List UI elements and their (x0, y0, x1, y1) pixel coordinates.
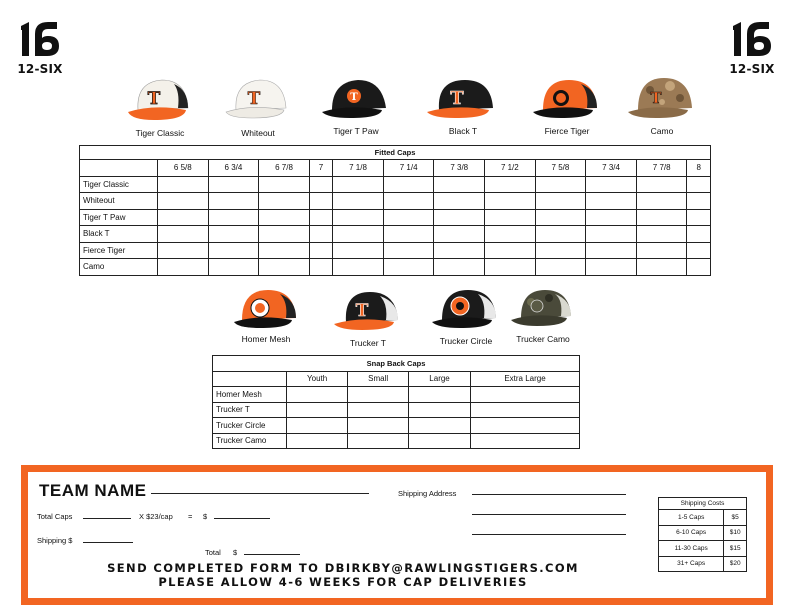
quantity-cell[interactable] (383, 259, 434, 276)
size-header: Large (409, 371, 471, 387)
row-label: Trucker Camo (213, 433, 287, 449)
svg-text:T: T (650, 89, 662, 107)
equals-label: = (188, 512, 193, 521)
shipping-address-field-1[interactable] (472, 494, 626, 495)
currency-label: $ (203, 512, 208, 521)
quantity-cell[interactable] (636, 193, 687, 210)
row-label: Black T (80, 226, 158, 243)
quantity-cell[interactable] (383, 209, 434, 226)
table-row (80, 176, 711, 193)
cap-tiger-classic (124, 74, 196, 138)
team-name-field[interactable] (151, 493, 369, 494)
fierce-tiger-cap-icon (531, 74, 603, 124)
quantity-cell[interactable] (333, 226, 384, 243)
table-row (659, 556, 747, 572)
table-row (659, 510, 747, 526)
trucker-camo-cap-icon (509, 284, 577, 332)
quantity-cell[interactable] (409, 402, 471, 418)
quantity-cell[interactable] (687, 176, 711, 193)
shipping-label: Shipping $ (37, 536, 73, 545)
quantity-cell[interactable] (434, 259, 485, 276)
quantity-cell[interactable] (383, 242, 434, 259)
quantity-cell[interactable] (586, 176, 637, 193)
table-row (80, 209, 711, 226)
shipping-cost: $10 (724, 525, 747, 541)
brand-logo-left (16, 20, 64, 76)
size-header: 7 1/4 (383, 160, 434, 177)
quantity-cell[interactable] (470, 433, 579, 449)
trucker-circle-cap-icon (430, 284, 502, 334)
quantity-cell[interactable] (158, 193, 209, 210)
quantity-cell[interactable] (485, 242, 536, 259)
quantity-cell[interactable] (586, 242, 637, 259)
logo-numeral-icon (731, 20, 773, 58)
size-header: 7 3/8 (434, 160, 485, 177)
table-row (659, 525, 747, 541)
quantity-cell[interactable] (636, 242, 687, 259)
total-field[interactable] (244, 554, 300, 555)
brand-logo-right (728, 20, 776, 76)
size-header: Extra Large (470, 371, 579, 387)
shipping-range: 11-30 Caps (659, 541, 724, 557)
price-per-cap-label: X $23/cap (139, 512, 173, 521)
quantity-cell[interactable] (309, 176, 332, 193)
cap-trucker-circle (428, 284, 504, 346)
row-label: Trucker Circle (213, 418, 287, 434)
svg-text:T: T (355, 301, 369, 321)
quantity-cell[interactable] (470, 402, 579, 418)
row-label: Tiger Classic (80, 176, 158, 193)
quantity-cell[interactable] (470, 387, 579, 403)
size-header: Small (348, 371, 409, 387)
table-row (80, 226, 711, 243)
size-header-row (80, 160, 711, 177)
cap-label: Homer Mesh (241, 334, 291, 344)
cap-trucker-camo (506, 284, 580, 344)
row-label: Fierce Tiger (80, 242, 158, 259)
size-header-row (213, 371, 580, 387)
quantity-cell[interactable] (287, 387, 348, 403)
size-header: 7 5/8 (535, 160, 586, 177)
quantity-cell[interactable] (333, 209, 384, 226)
cap-label: Trucker T (350, 338, 386, 348)
cap-label: Fierce Tiger (544, 126, 590, 136)
quantity-cell[interactable] (470, 418, 579, 434)
shipping-range: 31+ Caps (659, 556, 724, 572)
cap-black-t (425, 74, 501, 136)
quantity-cell[interactable] (309, 193, 332, 210)
shipping-cost: $15 (724, 541, 747, 557)
cap-label: Trucker Circle (439, 336, 493, 346)
quantity-cell[interactable] (208, 242, 259, 259)
quantity-cell[interactable] (586, 193, 637, 210)
tiger-t-paw-cap-icon (320, 74, 392, 124)
quantity-cell[interactable] (333, 259, 384, 276)
quantity-cell[interactable] (348, 402, 409, 418)
table-title: Fitted Caps (80, 146, 711, 160)
table-row (213, 418, 580, 434)
quantity-cell[interactable] (636, 176, 687, 193)
size-header: Youth (287, 371, 348, 387)
shipping-address-label: Shipping Address (398, 489, 457, 498)
quantity-cell[interactable] (348, 418, 409, 434)
size-header: 7 1/2 (485, 160, 536, 177)
quantity-cell[interactable] (485, 209, 536, 226)
logo-numeral-icon (19, 20, 61, 58)
cap-label: Black T (448, 126, 478, 136)
table-row (80, 193, 711, 210)
table-row (213, 433, 580, 449)
caps-subtotal-field[interactable] (214, 518, 270, 519)
quantity-cell[interactable] (485, 226, 536, 243)
quantity-cell[interactable] (208, 259, 259, 276)
delivery-notice: PLEASE ALLOW 4-6 WEEKS FOR CAP DELIVERIES (158, 575, 528, 589)
order-form (21, 465, 773, 605)
quantity-cell[interactable] (687, 259, 711, 276)
shipping-cost: $5 (724, 510, 747, 526)
black-t-cap-icon (425, 74, 501, 124)
quantity-cell[interactable] (434, 193, 485, 210)
quantity-cell[interactable] (409, 433, 471, 449)
table-row (213, 402, 580, 418)
quantity-cell[interactable] (535, 259, 586, 276)
quantity-cell[interactable] (535, 193, 586, 210)
quantity-cell[interactable] (309, 226, 332, 243)
quantity-cell[interactable] (309, 259, 332, 276)
cap-label: Tiger Classic (135, 128, 185, 138)
shipping-address-field-2[interactable] (472, 514, 626, 515)
quantity-cell[interactable] (535, 209, 586, 226)
quantity-cell[interactable] (434, 176, 485, 193)
quantity-cell[interactable] (259, 226, 310, 243)
trucker-t-cap-icon (332, 286, 404, 336)
quantity-cell[interactable] (158, 176, 209, 193)
size-header: 6 5/8 (158, 160, 209, 177)
size-header: 7 (309, 160, 332, 177)
size-header: 7 1/8 (333, 160, 384, 177)
quantity-cell[interactable] (309, 242, 332, 259)
brand-name: 12-SIX (729, 62, 775, 76)
corner-cell (213, 371, 287, 387)
quantity-cell[interactable] (208, 209, 259, 226)
cap-fierce-tiger (530, 74, 604, 136)
shipping-address-field-3[interactable] (472, 534, 626, 535)
quantity-cell[interactable] (287, 418, 348, 434)
cap-label: Trucker Camo (516, 334, 570, 344)
quantity-cell[interactable] (535, 176, 586, 193)
corner-cell (80, 160, 158, 177)
row-label: Whiteout (80, 193, 158, 210)
size-header: 6 3/4 (208, 160, 259, 177)
camo-cap-icon (626, 72, 698, 124)
row-label: Camo (80, 259, 158, 276)
size-header: 8 (687, 160, 711, 177)
quantity-cell[interactable] (636, 209, 687, 226)
quantity-cell[interactable] (687, 209, 711, 226)
quantity-cell[interactable] (687, 226, 711, 243)
quantity-cell[interactable] (586, 209, 637, 226)
quantity-cell[interactable] (208, 226, 259, 243)
quantity-cell[interactable] (287, 402, 348, 418)
cap-label: Whiteout (241, 128, 275, 138)
shipping-field[interactable] (83, 542, 133, 543)
quantity-cell[interactable] (259, 193, 310, 210)
quantity-cell[interactable] (535, 242, 586, 259)
quantity-cell[interactable] (333, 242, 384, 259)
quantity-cell[interactable] (434, 209, 485, 226)
tiger-classic-cap-icon (124, 74, 196, 126)
svg-text:T: T (247, 89, 261, 109)
table-row (659, 541, 747, 557)
team-name-label: TEAM NAME (39, 481, 147, 500)
quantity-cell[interactable] (158, 259, 209, 276)
quantity-cell[interactable] (208, 193, 259, 210)
quantity-cell[interactable] (485, 259, 536, 276)
quantity-cell[interactable] (348, 433, 409, 449)
table-row (80, 242, 711, 259)
quantity-cell[interactable] (383, 176, 434, 193)
svg-text:T: T (147, 89, 161, 109)
quantity-cell[interactable] (485, 193, 536, 210)
fitted-caps-table (79, 145, 711, 276)
quantity-cell[interactable] (409, 418, 471, 434)
quantity-cell[interactable] (287, 433, 348, 449)
total-label: Total (205, 548, 221, 557)
total-currency-label: $ (233, 548, 238, 557)
quantity-cell[interactable] (687, 242, 711, 259)
table-row (80, 259, 711, 276)
quantity-cell[interactable] (348, 387, 409, 403)
shipping-range: 6-10 Caps (659, 525, 724, 541)
size-header: 7 7/8 (636, 160, 687, 177)
quantity-cell[interactable] (434, 226, 485, 243)
quantity-cell[interactable] (485, 176, 536, 193)
brand-name: 12-SIX (17, 62, 63, 76)
quantity-cell[interactable] (259, 209, 310, 226)
quantity-cell[interactable] (383, 193, 434, 210)
size-header: 6 7/8 (259, 160, 310, 177)
quantity-cell[interactable] (409, 387, 471, 403)
cap-label: Tiger T Paw (333, 126, 379, 136)
cap-homer-mesh (228, 286, 304, 344)
size-header: 7 3/4 (586, 160, 637, 177)
quantity-cell[interactable] (586, 226, 637, 243)
quantity-cell[interactable] (636, 259, 687, 276)
quantity-cell[interactable] (687, 193, 711, 210)
cap-camo (624, 72, 700, 136)
quantity-cell[interactable] (309, 209, 332, 226)
shipping-costs-table (658, 497, 747, 572)
cap-label: Camo (650, 126, 674, 136)
svg-text:T: T (450, 88, 464, 109)
shipping-range: 1-5 Caps (659, 510, 724, 526)
shipping-costs-title: Shipping Costs (659, 498, 747, 510)
quantity-cell[interactable] (259, 242, 310, 259)
quantity-cell[interactable] (333, 176, 384, 193)
snapback-caps-table (212, 355, 580, 449)
whiteout-cap-icon (222, 74, 294, 126)
quantity-cell[interactable] (535, 226, 586, 243)
total-caps-label: Total Caps (37, 512, 73, 521)
row-label: Trucker T (213, 402, 287, 418)
table-row (213, 387, 580, 403)
cap-tiger-t-paw (318, 74, 394, 136)
row-label: Homer Mesh (213, 387, 287, 403)
total-caps-field[interactable] (83, 518, 131, 519)
quantity-cell[interactable] (333, 193, 384, 210)
quantity-cell[interactable] (259, 259, 310, 276)
quantity-cell[interactable] (434, 242, 485, 259)
cap-whiteout (222, 74, 294, 138)
row-label: Tiger T Paw (80, 209, 158, 226)
svg-text:T: T (350, 92, 358, 103)
quantity-cell[interactable] (158, 226, 209, 243)
quantity-cell[interactable] (158, 242, 209, 259)
quantity-cell[interactable] (383, 226, 434, 243)
shipping-cost: $20 (724, 556, 747, 572)
quantity-cell[interactable] (259, 176, 310, 193)
quantity-cell[interactable] (158, 209, 209, 226)
quantity-cell[interactable] (586, 259, 637, 276)
table-title: Snap Back Caps (213, 356, 580, 372)
send-instructions: SEND COMPLETED FORM TO DBIRKBY@RAWLINGSTIGERS.COM (107, 561, 579, 575)
cap-trucker-t (330, 286, 406, 348)
quantity-cell[interactable] (208, 176, 259, 193)
homer-mesh-cap-icon (230, 286, 302, 332)
quantity-cell[interactable] (636, 226, 687, 243)
